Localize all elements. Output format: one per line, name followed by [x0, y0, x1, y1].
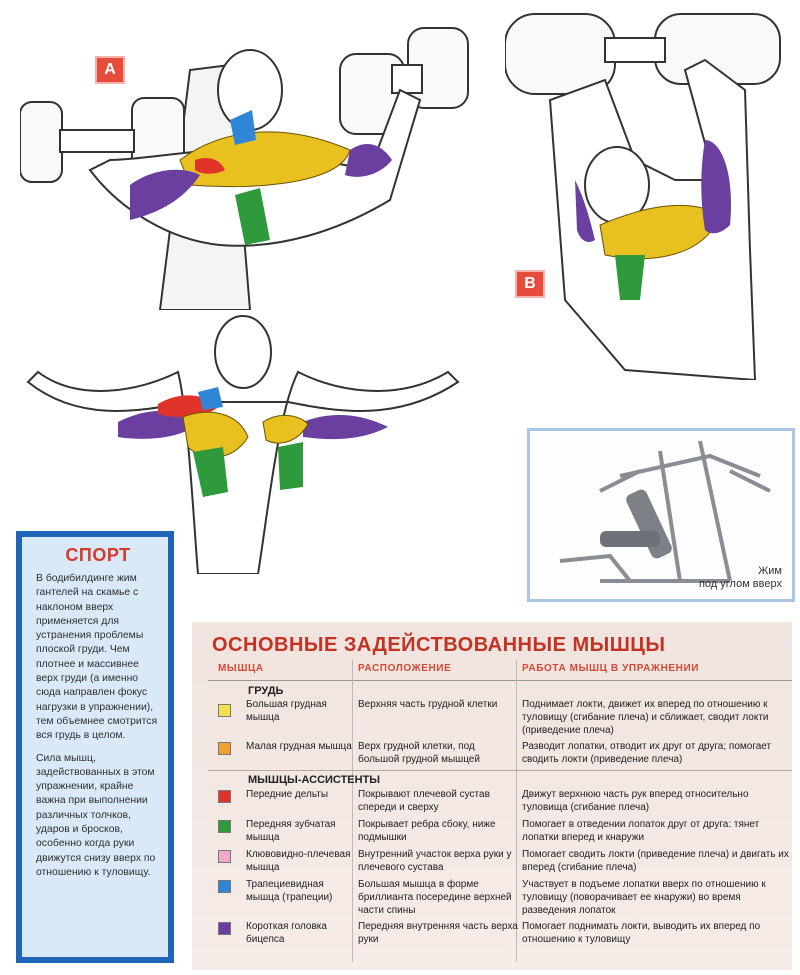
muscles-table	[192, 622, 792, 970]
muscle-location: Большая мышца в форме бриллианта посередине верхней части спины	[358, 879, 512, 916]
section-heading-chest: ГРУДЬ	[248, 685, 284, 697]
section-heading-assistants: МЫШЦЫ-АССИСТЕНТЫ	[248, 774, 381, 786]
color-swatch	[218, 790, 231, 803]
muscle-location: Внутренний участок верха руки у плечевого сустава	[358, 849, 512, 873]
muscle-work: Разводит лопатки, отводит их друг от друга; помогает сводить локти (приведение плеча)	[522, 741, 772, 765]
table-row	[192, 698, 792, 736]
muscle-location: Верх грудной клетки, под большой грудной мышцей	[358, 741, 480, 765]
color-swatch	[218, 880, 231, 893]
figure-incline-press-a	[20, 10, 490, 310]
muscle-work: Помогает в отведении лопаток друг от друга: тянет лопатки вперед и кнаружи	[522, 819, 760, 843]
column-header-muscle: МЫШЦА	[218, 663, 264, 674]
machine-photo	[527, 428, 795, 602]
muscle-name: Малая грудная мышца	[246, 741, 352, 752]
table-row	[192, 848, 792, 882]
muscle-name: Клювовидно-плечевая мышца	[246, 849, 351, 873]
table-row	[192, 878, 792, 916]
sport-sidebar	[16, 531, 174, 963]
machine-caption-line1: Жим	[758, 564, 782, 577]
header-divider	[208, 680, 792, 681]
muscle-work: Участвует в подъеме лопатки вверх по отношению к туловищу (поворачивает ее кнаружи) во время разведения лопаток	[522, 879, 766, 916]
muscle-work: Поднимает локти, движет их вперед по отношению к туловищу (сгибание плеча) и сближает, сводит локти (приведение плеча)	[522, 699, 769, 736]
muscle-work: Помогает поднимать локти, выводить их вперед по отношению к туловищу	[522, 921, 761, 945]
muscle-name: Передние дельты	[246, 789, 329, 800]
sport-paragraph-1: В бодибилдинге жим гантелей на скамье с наклоном вверх применяется для устранения проблемы плоской груди. Чем плотнее и массивнее верх груди (а именно сюда направлен фокус нагрузки в упражнении), тем объемнее смотрится вся грудь в целом.	[36, 573, 158, 742]
sport-title: СПОРТ	[65, 545, 131, 565]
muscle-work: Движут верхнюю часть рук вперед относительно туловища (сгибание плеча)	[522, 789, 749, 813]
badge-b: B	[517, 272, 543, 296]
muscle-name: Короткая головка бицепса	[246, 921, 327, 945]
color-swatch	[218, 704, 231, 717]
color-swatch	[218, 922, 231, 935]
table-title: ОСНОВНЫЕ ЗАДЕЙСТВОВАННЫЕ МЫШЦЫ	[212, 634, 666, 656]
muscle-name: Большая грудная мышца	[246, 699, 327, 723]
table-row	[192, 740, 792, 774]
muscle-location: Верхняя часть грудной клетки	[358, 699, 498, 710]
column-header-location: РАСПОЛОЖЕНИЕ	[358, 663, 452, 674]
section-divider	[208, 770, 792, 771]
badge-a: A	[97, 58, 123, 82]
table-row	[192, 788, 792, 822]
muscle-location: Передняя внутренняя часть верха руки	[358, 921, 518, 945]
figure-incline-press-b	[505, 0, 795, 380]
muscle-work: Помогает сводить локти (приведение плеча) и двигать их вперед (сгибание плеча)	[522, 849, 789, 873]
color-swatch	[218, 742, 231, 755]
column-header-work: РАБОТА МЫШЦ В УПРАЖНЕНИИ	[522, 663, 700, 674]
muscle-location: Покрывает ребра сбоку, ниже подмышки	[358, 819, 496, 843]
table-row	[192, 818, 792, 852]
muscle-name: Трапециевидная мышца (трапеции)	[246, 879, 333, 903]
muscle-location: Покрывают плечевой сустав спереди и сверху	[358, 789, 490, 813]
table-row	[192, 920, 792, 954]
muscle-name: Передняя зубчатая мышца	[246, 819, 336, 843]
color-swatch	[218, 850, 231, 863]
machine-caption-line2: под углом вверх	[698, 577, 782, 590]
color-swatch	[218, 820, 231, 833]
sport-paragraph-2: Сила мышц, задействованных в этом упражнении, крайне важна при выполнении различных толчков, ударов и бросков, особенно когда руки движутся снизу вверх по отношению к туловищу.	[36, 752, 156, 878]
